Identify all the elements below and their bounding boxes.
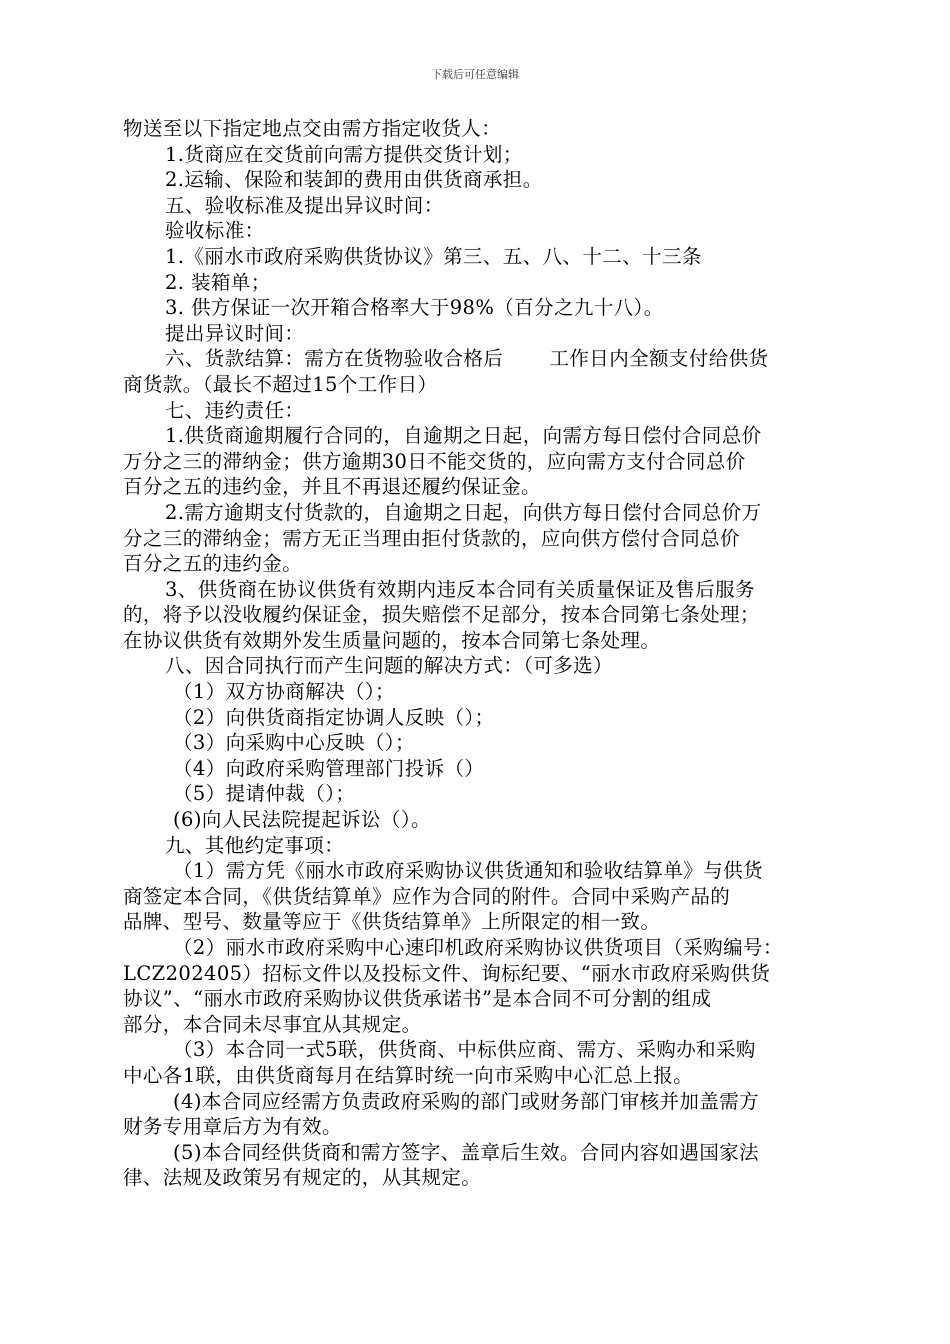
- text-line: LCZ202405）招标文件以及投标文件、询标纪要、“丽水市政府采购供货: [123, 961, 771, 985]
- text-line: 律、法规及政策另有规定的，从其规定。: [123, 1166, 482, 1190]
- text-line: 财务专用章后方为有效。: [123, 1115, 342, 1139]
- text-line: 1.货商应在交货前向需方提供交货计划；: [165, 142, 523, 166]
- text-line: 品牌、型号、数量等应于《供货结算单》上所限定的相一致。: [123, 910, 661, 934]
- text-line: (5)本合同经供货商和需方签字、盖章后生效。合同内容如遇国家法: [173, 1140, 760, 1164]
- contract-body: [123, 116, 835, 1191]
- text-line: 验收标准：: [165, 219, 265, 243]
- text-line: 七、违约责任：: [165, 398, 305, 422]
- text-line: 的，将予以没收履约保证金，损失赔偿不足部分，按本合同第七条处理；: [123, 603, 760, 627]
- text-line: (6)向人民法院提起诉讼（）。: [173, 808, 431, 832]
- text-line: （2）向供货商指定协调人反映（）；: [173, 705, 495, 729]
- text-line: 中心各1联，由供货商每月在结算时统一向市采购中心汇总上报。: [123, 1063, 694, 1087]
- text-line: 2.需方逾期支付货款的，自逾期之日起，向供方每日偿付合同总价万: [165, 500, 762, 524]
- text-line: 提出异议时间：: [165, 321, 305, 345]
- text-line: 2. 装箱单；: [165, 270, 271, 294]
- text-line: （4）向政府采购管理部门投诉（）: [173, 756, 485, 780]
- text-line: （2）丽水市政府采购中心速印机政府采购协议供货项目（采购编号：: [173, 936, 783, 959]
- text-line: (4)本合同应经需方负责政府采购的部门或财务部门审核并加盖需方: [173, 1089, 760, 1113]
- text-line: （1）双方协商解决（）；: [173, 680, 395, 704]
- text-line: （3）本合同一式5联，供货商、中标供应商、需方、采购办和采购: [173, 1038, 756, 1062]
- text-line: 八、因合同执行而产生问题的解决方式：（可多选）: [165, 654, 613, 678]
- text-line: 物送至以下指定地点交由需方指定收货人：: [123, 117, 502, 140]
- page-header: 下载后可任意编辑: [431, 68, 519, 81]
- text-line: 九、其他约定事项：: [165, 833, 345, 857]
- text-line: 部分，本合同未尽事宜从其规定。: [123, 1012, 422, 1036]
- text-line: 2.运输、保险和装卸的费用由供货商承担。: [165, 168, 543, 192]
- text-line: 商签定本合同，《供货结算单》应作为合同的附件。合同中采购产品的: [123, 884, 731, 908]
- text-line: （5）提请仲裁（）；: [173, 782, 356, 806]
- text-line: 六、货款结算：需方在货物验收合格后 工作日内全额支付给供货: [165, 347, 769, 371]
- text-line: 五、验收标准及提出异议时间：: [165, 193, 444, 217]
- text-line: 商货款。（最长不超过15个工作日）: [123, 372, 438, 396]
- text-line: 分之三的滞纳金；需方无正当理由拒付货款的，应向供方偿付合同总价: [123, 526, 740, 550]
- text-line: 1.《丽水市政府采购供货协议》第三、五、八、十二、十三条: [165, 244, 702, 268]
- text-line: 协议”、“丽水市政府采购协议供货承诺书”是本合同不可分割的组成: [123, 987, 712, 1011]
- text-line: 3、供货商在协议供货有效期内违反本合同有关质量保证及售后服务: [165, 577, 755, 601]
- text-line: 万分之三的滞纳金；供方逾期30日不能交货的，应向需方支付合同总价: [123, 449, 746, 473]
- text-line: （3）向采购中心反映（）；: [173, 731, 415, 755]
- text-line: （1）需方凭《丽水市政府采购协议供货通知和验收结算单》与供货: [173, 859, 763, 883]
- text-line: 3. 供方保证一次开箱合格率大于98%（百分之九十八）。: [165, 296, 664, 320]
- text-line: 百分之五的违约金。: [123, 552, 303, 576]
- text-line: 在协议供货有效期外发生质量问题的，按本合同第七条处理。: [123, 628, 661, 652]
- text-line: 百分之五的违约金，并且不再退还履约保证金。: [123, 475, 541, 499]
- text-line: 1.供货商逾期履行合同的，自逾期之日起，向需方每日偿付合同总价: [165, 424, 762, 448]
